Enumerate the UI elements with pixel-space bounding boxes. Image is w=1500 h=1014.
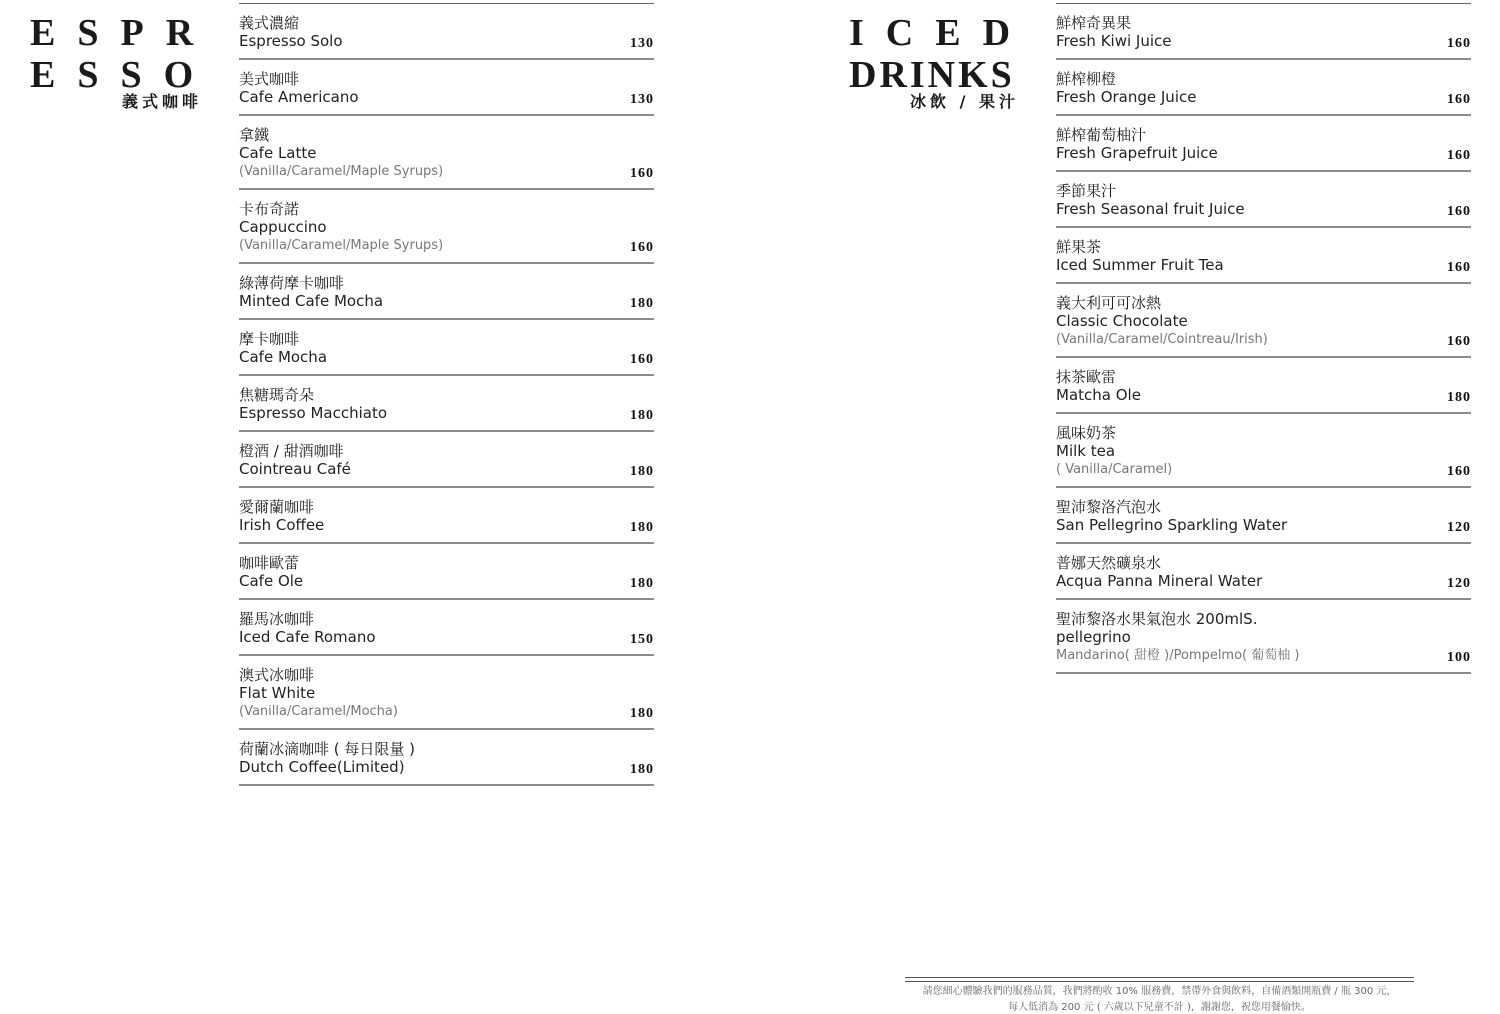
menu-item [239, 264, 654, 320]
item-name-en: Dutch Coffee(Limited) [239, 758, 405, 776]
item-price: 160 [1447, 36, 1471, 51]
item-name-en: Irish Coffee [239, 516, 325, 534]
item-name-zh: 義大利可可冰熱 [1056, 294, 1162, 312]
item-options: (Vanilla/Caramel/Cointreau/Irish) [1056, 332, 1268, 347]
item-name-zh: 澳式冰咖啡 [239, 666, 315, 684]
iced-drinks-heading [849, 12, 1033, 112]
item-price: 180 [630, 576, 654, 591]
item-price: 160 [1447, 260, 1471, 275]
item-options: (Vanilla/Caramel/Maple Syrups) [239, 164, 444, 179]
footer-divider [905, 977, 1414, 978]
item-price: 180 [1447, 390, 1471, 405]
item-price: 160 [630, 166, 654, 181]
espresso-heading-zh: 義式咖啡 [121, 92, 202, 111]
item-name-zh: 綠薄荷摩卡咖啡 [239, 274, 345, 292]
menu-item [1056, 284, 1471, 358]
item-name-zh: 普娜天然礦泉水 [1056, 554, 1162, 572]
menu-item [1056, 414, 1471, 488]
item-name-en: Acqua Panna Mineral Water [1056, 572, 1263, 590]
item-price: 160 [630, 240, 654, 255]
item-price: 160 [1447, 148, 1471, 163]
item-name-zh: 鮮榨奇異果 [1056, 14, 1132, 32]
item-price: 120 [1447, 520, 1471, 535]
item-price: 180 [630, 706, 654, 721]
item-name-zh: 季節果汁 [1056, 182, 1117, 200]
item-price: 150 [630, 632, 654, 647]
menu-item [239, 60, 654, 116]
item-name-zh: 鮮榨葡萄柚汁 [1056, 126, 1147, 144]
item-name-en: Espresso Solo [239, 32, 343, 50]
item-name-zh: 聖沛黎洛汽泡水 [1056, 498, 1162, 516]
item-options: (Vanilla/Caramel/Maple Syrups) [239, 238, 444, 253]
espresso-menu [239, 0, 654, 786]
menu-item [239, 544, 654, 600]
item-name-en: Cafe Mocha [239, 348, 328, 366]
menu-item [239, 656, 654, 730]
service-notice [905, 977, 1414, 1014]
item-name-en: Flat White [239, 684, 316, 702]
item-options: Mandarino( 甜橙 )/Pompelmo( 葡萄柚 ) [1056, 648, 1300, 663]
item-name-en: Fresh Orange Juice [1056, 88, 1197, 106]
espresso-heading-line1: ESPR [30, 12, 216, 54]
item-name-en: Cafe Latte [239, 144, 317, 162]
menu-item [1056, 600, 1471, 674]
item-name-en: Fresh Kiwi Juice [1056, 32, 1172, 50]
item-price: 160 [1447, 204, 1471, 219]
item-price: 160 [630, 352, 654, 367]
item-name-en: Iced Cafe Romano [239, 628, 376, 646]
menu-item [1056, 60, 1471, 116]
menu-item [239, 116, 654, 190]
item-name-en: Milk tea [1056, 442, 1116, 460]
item-name-zh: 鮮果茶 [1056, 238, 1102, 256]
item-name-zh: 抹茶歐雷 [1056, 368, 1117, 386]
item-name-zh: 聖沛黎洛水果氣泡水 200mlS. [1056, 610, 1258, 628]
item-name-zh: 卡布奇諾 [239, 200, 300, 218]
menu-item [239, 320, 654, 376]
menu-item [1056, 228, 1471, 284]
item-name-en: Fresh Seasonal fruit Juice [1056, 200, 1245, 218]
iced-heading-line1: ICED [849, 12, 1033, 54]
item-name-en: pellegrino [1056, 628, 1131, 646]
menu-item [239, 190, 654, 264]
item-price: 180 [630, 762, 654, 777]
item-options: ( Vanilla/Caramel) [1056, 462, 1173, 477]
item-name-zh: 義式濃縮 [239, 14, 300, 32]
item-name-en: Matcha Ole [1056, 386, 1141, 404]
item-name-en: Fresh Grapefruit Juice [1056, 144, 1218, 162]
item-name-en: Iced Summer Fruit Tea [1056, 256, 1224, 274]
menu-item [1056, 544, 1471, 600]
menu-item [1056, 358, 1471, 414]
item-options: (Vanilla/Caramel/Mocha) [239, 704, 398, 719]
iced-heading-line2: DRINKS [849, 54, 1015, 96]
service-notice-line2: 每人低消為 200 元 ( 六歲以下兒童不計 )，謝謝您，祝您用餐愉快。 [1008, 1002, 1311, 1013]
item-name-zh: 羅馬冰咖啡 [239, 610, 315, 628]
item-name-zh: 荷蘭冰滴咖啡 ( 每日限量 ) [239, 740, 416, 758]
item-name-en: Minted Cafe Mocha [239, 292, 384, 310]
item-price: 120 [1447, 576, 1471, 591]
item-name-zh: 美式咖啡 [239, 70, 300, 88]
item-price: 180 [630, 464, 654, 479]
espresso-heading-line2: ESSO [30, 54, 216, 96]
item-name-zh: 愛爾蘭咖啡 [239, 498, 315, 516]
item-price: 180 [630, 296, 654, 311]
menu-item [1056, 116, 1471, 172]
item-name-zh: 焦糖瑪奇朵 [239, 386, 315, 404]
menu-item [1056, 4, 1471, 60]
footer-divider [905, 981, 1414, 982]
item-name-zh: 摩卡咖啡 [239, 330, 300, 348]
iced-heading-zh: 冰飲 / 果汁 [910, 92, 1019, 111]
item-name-zh: 風味奶茶 [1056, 424, 1117, 442]
item-price: 100 [1447, 650, 1471, 665]
item-name-zh: 拿鐵 [239, 126, 270, 144]
iced-drinks-menu [1056, 0, 1471, 674]
menu-item [239, 600, 654, 656]
item-name-zh: 橙酒 / 甜酒咖啡 [239, 442, 344, 460]
item-name-en: Cafe Americano [239, 88, 359, 106]
item-price: 180 [630, 408, 654, 423]
espresso-item-list [239, 4, 654, 786]
item-price: 160 [1447, 92, 1471, 107]
menu-item [239, 376, 654, 432]
item-price: 160 [1447, 464, 1471, 479]
menu-item [239, 488, 654, 544]
item-name-en: Cointreau Café [239, 460, 351, 478]
menu-item [1056, 172, 1471, 228]
item-price: 130 [630, 92, 654, 107]
service-notice-line1: 請您細心體驗我們的服務品質，我們將酌收 10% 服務費，禁帶外食與飲料，自備酒類開瓶費 / 瓶 300 元， [922, 986, 1397, 997]
menu-item [239, 432, 654, 488]
item-price: 160 [1447, 334, 1471, 349]
espresso-heading [30, 12, 216, 112]
item-name-zh: 咖啡歐蕾 [239, 554, 300, 572]
item-name-en: San Pellegrino Sparkling Water [1056, 516, 1288, 534]
menu-item [239, 4, 654, 60]
item-price: 130 [630, 36, 654, 51]
menu-item [239, 730, 654, 786]
item-name-en: Classic Chocolate [1056, 312, 1188, 330]
item-name-en: Cafe Ole [239, 572, 304, 590]
iced-item-list [1056, 4, 1471, 674]
menu-item [1056, 488, 1471, 544]
item-name-zh: 鮮榨柳橙 [1056, 70, 1117, 88]
item-name-en: Cappuccino [239, 218, 327, 236]
item-name-en: Espresso Macchiato [239, 404, 388, 422]
item-price: 180 [630, 520, 654, 535]
